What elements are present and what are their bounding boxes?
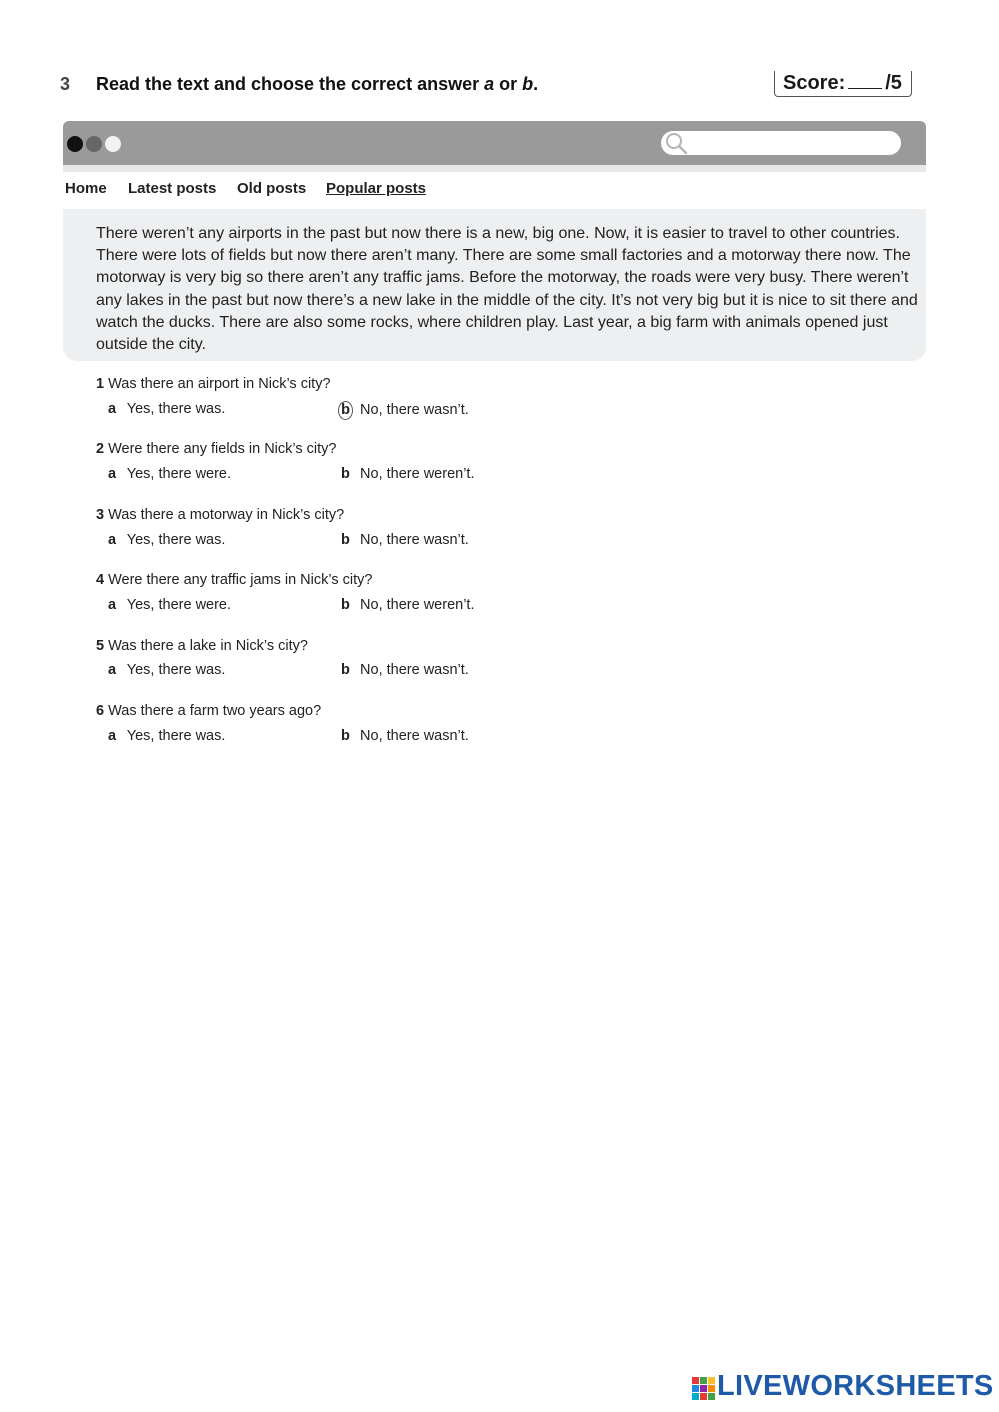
search-input[interactable] <box>661 131 901 155</box>
window-dot-icon <box>86 136 102 152</box>
option-b[interactable]: b No, there weren’t. <box>341 597 475 613</box>
option-a[interactable]: a Yes, there was. <box>108 728 226 744</box>
nav-old-posts[interactable]: Old posts <box>237 180 307 197</box>
browser-toolbar-strip <box>63 165 926 172</box>
reading-passage: There weren’t any airports in the past but now there is a new, big one. Now, it is easier to travel to other countries. There were lots of fields but now there aren’t many. There are some small factories and a motorway there now. The motorway is very big so there aren’t any traffic jams. Before the motorway, the roads were very busy. There weren’t any lakes in the past but now there’s a new lake in the middle of the city. It’s not very big but it is nice to sit there and watch the ducks. There are also some rocks, where children play. Last year, a big farm with animals opened just outside the city. <box>96 225 918 354</box>
question-1: 1 Was there an airport in Nick’s city? <box>96 376 331 392</box>
option-b[interactable]: b No, there wasn’t. <box>341 662 469 678</box>
option-b[interactable]: b No, there weren’t. <box>341 466 475 482</box>
question-2: 2 Were there any fields in Nick’s city? <box>96 441 337 457</box>
question-4: 4 Were there any traffic jams in Nick’s city? <box>96 572 373 588</box>
option-b[interactable]: b No, there wasn’t. <box>341 532 469 548</box>
option-a[interactable]: a Yes, there were. <box>108 597 232 613</box>
option-a[interactable]: a Yes, there were. <box>108 466 232 482</box>
option-a[interactable]: a Yes, there was. <box>108 532 226 548</box>
exercise-number: 3 <box>60 74 71 94</box>
window-dot-icon <box>67 136 83 152</box>
score-blank[interactable] <box>848 72 882 89</box>
option-a[interactable]: a Yes, there was. <box>108 662 226 678</box>
nav-home[interactable]: Home <box>65 180 107 197</box>
liveworksheets-logo: LIVEWORKSHEETS <box>717 1370 994 1402</box>
nav-latest-posts[interactable]: Latest posts <box>128 180 217 197</box>
nav-popular-posts[interactable]: Popular posts <box>326 180 427 197</box>
exercise-instruction: Read the text and choose the correct answer a or b. <box>96 74 539 94</box>
window-dot-icon <box>105 136 121 152</box>
question-3: 3 Was there a motorway in Nick’s city? <box>96 507 345 523</box>
question-6: 6 Was there a farm two years ago? <box>96 703 322 719</box>
option-b-selected[interactable]: b No, there wasn’t. <box>341 401 469 420</box>
option-b[interactable]: b No, there wasn’t. <box>341 728 469 744</box>
score-box: Score: /5 <box>774 71 912 97</box>
search-icon <box>663 130 689 156</box>
question-5: 5 Was there a lake in Nick’s city? <box>96 638 308 654</box>
selected-answer-circle: b <box>338 401 353 420</box>
option-a[interactable]: a Yes, there was. <box>108 401 226 417</box>
